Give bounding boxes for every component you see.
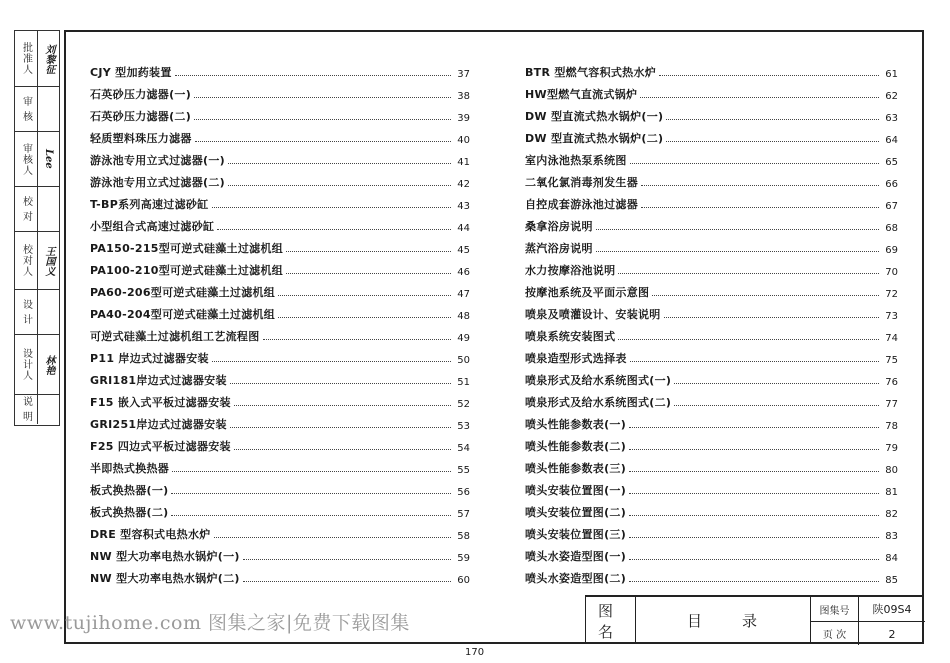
toc-entry-page: 39 [457, 113, 470, 124]
toc-entry-title: 小型组合式高速过滤砂缸 [90, 220, 215, 233]
strip-cell [15, 231, 59, 289]
toc-entry [525, 432, 898, 454]
toc-entry-title: PA100-210型可逆式硅藻土过滤机组 [90, 264, 284, 277]
toc-entry [525, 278, 898, 300]
toc-entry-page: 57 [457, 509, 470, 520]
toc-entry [525, 80, 898, 102]
signature: Lee [37, 132, 59, 186]
toc-entry-page: 72 [885, 289, 898, 300]
toc-entry-title: GRI251岸边式过滤器安装 [90, 418, 227, 431]
toc-entry-page: 46 [457, 267, 470, 278]
signature: 林艳 [37, 335, 59, 394]
toc-entry [90, 388, 470, 410]
atlas-number: 陕09S4 [872, 603, 912, 616]
toc-entry-title: T-BP系列高速过滤砂缸 [90, 198, 209, 211]
dot-leader [195, 141, 451, 142]
toc-entry-page: 81 [885, 487, 898, 498]
toc-entry [525, 168, 898, 190]
toc-entry [90, 80, 470, 102]
toc-entry-page: 40 [457, 135, 470, 146]
dot-leader [640, 97, 879, 98]
toc-entry-page: 62 [885, 91, 898, 102]
toc-entry [525, 190, 898, 212]
toc-entry-page: 74 [885, 333, 898, 344]
toc-left-column [90, 58, 470, 586]
toc-entry-page: 54 [457, 443, 470, 454]
signature-strip [14, 30, 60, 426]
toc-entry-page: 42 [457, 179, 470, 190]
strip-cell [15, 31, 59, 86]
toc-entry-title: 板式换热器(一) [90, 484, 169, 497]
toc-entry-title: 喷头水姿造型图(一) [525, 550, 627, 563]
toc-entry [90, 124, 470, 146]
toc-entry-title: 喷头安装位置图(三) [525, 528, 627, 541]
toc-entry-title: 蒸汽浴房说明 [525, 242, 593, 255]
toc-entry [90, 212, 470, 234]
page-number: 170 [465, 647, 485, 658]
toc-entry-title: 喷头性能参数表(一) [525, 418, 627, 431]
toc-entry-page: 73 [885, 311, 898, 322]
signature: 王国义 [37, 232, 59, 289]
page-label: 页 次 [811, 621, 859, 645]
toc-entry-page: 85 [885, 575, 898, 586]
signature [37, 290, 59, 334]
toc-entry-page: 69 [885, 245, 898, 256]
toc-entry-page: 67 [885, 201, 898, 212]
toc-entry [90, 102, 470, 124]
toc-entry-page: 63 [885, 113, 898, 124]
toc-entry-title: P11 岸边式过滤器安装 [90, 352, 209, 365]
strip-label: 批准人 [20, 42, 32, 75]
title-block [585, 595, 924, 644]
toc-entry-page: 66 [885, 179, 898, 190]
signature [37, 187, 59, 231]
toc-entry [525, 146, 898, 168]
toc-entry [525, 542, 898, 564]
dot-leader [194, 97, 451, 98]
toc-entry-title: 游泳池专用立式过滤器(二) [90, 176, 225, 189]
toc-entry-page: 64 [885, 135, 898, 146]
strip-label: 校对人 [20, 244, 32, 277]
dot-leader [629, 559, 879, 560]
toc-entry [90, 256, 470, 278]
toc-entry-title: BTR 型燃气容积式热水炉 [525, 66, 657, 79]
toc-entry [525, 476, 898, 498]
toc-entry-title: 板式换热器(二) [90, 506, 169, 519]
toc-entry-page: 59 [457, 553, 470, 564]
dot-leader [664, 317, 879, 318]
toc-entry-page: 79 [885, 443, 898, 454]
toc-entry [90, 366, 470, 388]
toc-entry-title: 自控成套游泳池过滤器 [525, 198, 638, 211]
toc-entry [90, 58, 470, 80]
toc-entry-title: 喷泉形式及给水系统图式(二) [525, 396, 672, 409]
toc-entry [90, 146, 470, 168]
dot-leader [230, 427, 451, 428]
toc-entry-page: 76 [885, 377, 898, 388]
toc-entry [525, 344, 898, 366]
toc-entry-title: PA40-204型可逆式硅藻土过滤机组 [90, 308, 276, 321]
toc-entry [525, 388, 898, 410]
toc-entry-page: 70 [885, 267, 898, 278]
toc-entry-page: 50 [457, 355, 470, 366]
dot-leader [652, 295, 879, 296]
toc-entry [90, 234, 470, 256]
dot-leader [630, 361, 879, 362]
strip-label: 审 核 [20, 95, 32, 123]
toc-entry-title: 按摩池系统及平面示意图 [525, 286, 650, 299]
toc-entry [525, 212, 898, 234]
strip-cell [15, 334, 59, 394]
dot-leader [171, 493, 451, 494]
dot-leader [666, 119, 879, 120]
toc-entry [90, 278, 470, 300]
toc-entry-page: 44 [457, 223, 470, 234]
toc-entry-page: 58 [457, 531, 470, 542]
strip-label: 审核人 [20, 142, 32, 176]
dot-leader [286, 273, 451, 274]
toc-entry [90, 300, 470, 322]
toc-entry-title: 喷头安装位置图(一) [525, 484, 627, 497]
toc-entry-title: DRE 型容积式电热水炉 [90, 528, 211, 541]
toc-entry-title: 轻质塑料珠压力滤器 [90, 132, 192, 145]
toc-entry-page: 60 [457, 575, 470, 586]
signature: 刘黎征 [37, 31, 59, 86]
toc-entry-page: 47 [457, 289, 470, 300]
dot-leader [286, 251, 451, 252]
dot-leader [629, 515, 879, 516]
toc-entry [525, 366, 898, 388]
dot-leader [228, 185, 451, 186]
dot-leader [641, 185, 879, 186]
toc-entry [90, 454, 470, 476]
toc-entry-title: F25 四边式平板过滤器安装 [90, 440, 231, 453]
toc-entry-page: 77 [885, 399, 898, 410]
toc-entry-title: 游泳池专用立式过滤器(一) [90, 154, 225, 167]
toc-entry-page: 48 [457, 311, 470, 322]
toc-entry [525, 454, 898, 476]
toc-entry-page: 37 [457, 69, 470, 80]
toc-entry-page: 51 [457, 377, 470, 388]
toc-entry-title: 半即热式换热器 [90, 462, 170, 475]
watermark: www.tujihome.com 图集之家|免费下载图集 [10, 612, 410, 634]
toc-entry-page: 41 [457, 157, 470, 168]
dot-leader [596, 251, 879, 252]
dot-leader [194, 119, 451, 120]
toc-entry [90, 476, 470, 498]
dot-leader [674, 405, 879, 406]
dot-leader [263, 339, 452, 340]
toc-entry [90, 410, 470, 432]
toc-entry [525, 410, 898, 432]
dot-leader [214, 537, 451, 538]
toc-entry-title: 喷头安装位置图(二) [525, 506, 627, 519]
toc-entry [525, 498, 898, 520]
toc-entry-page: 84 [885, 553, 898, 564]
atlas-number-label: 图集号 [811, 597, 859, 621]
toc-entry [525, 124, 898, 146]
toc-entry [90, 168, 470, 190]
toc-entry-page: 49 [457, 333, 470, 344]
toc-entry-title: HW型燃气直流式锅炉 [525, 88, 638, 101]
dot-leader [596, 229, 879, 230]
toc-entry [90, 322, 470, 344]
toc-entry-title: CJY 型加药装置 [90, 66, 172, 79]
toc-entry-title: DW 型直流式热水锅炉(二) [525, 132, 664, 145]
dot-leader [629, 493, 879, 494]
toc-entry-title: 喷泉形式及给水系统图式(一) [525, 374, 672, 387]
toc-entry [525, 322, 898, 344]
toc-entry-title: GRI181岸边式过滤器安装 [90, 374, 227, 387]
toc-entry [90, 498, 470, 520]
toc-entry-title: NW 型大功率电热水锅炉(一) [90, 550, 240, 563]
toc-entry-title: 喷泉造型形式选择表 [525, 352, 627, 365]
title-block-label: 图名 [586, 597, 636, 644]
dot-leader [212, 361, 451, 362]
toc-entry-title: PA150-215型可逆式硅藻土过滤机组 [90, 242, 284, 255]
dot-leader [659, 75, 879, 76]
dot-leader [230, 383, 451, 384]
dot-leader [234, 405, 451, 406]
toc-entry [525, 564, 898, 586]
strip-label: 设计人 [20, 348, 32, 381]
toc-entry-title: 室内泳池热泵系统图 [525, 154, 627, 167]
dot-leader [629, 581, 879, 582]
dot-leader [217, 229, 451, 230]
dot-leader [171, 515, 451, 516]
toc-entry-title: 可逆式硅藻土过滤机组工艺流程图 [90, 330, 260, 343]
toc-entry-page: 53 [457, 421, 470, 432]
strip-cell [15, 289, 59, 334]
toc-entry-title: 喷头水姿造型图(二) [525, 572, 627, 585]
dot-leader [618, 339, 879, 340]
toc-entry-page: 55 [457, 465, 470, 476]
dot-leader [629, 449, 879, 450]
dot-leader [641, 207, 879, 208]
strip-cell [15, 86, 59, 131]
toc-entry [90, 190, 470, 212]
dot-leader [674, 383, 879, 384]
toc-entry-title: 喷泉及喷灌设计、安装说明 [525, 308, 661, 321]
strip-cell [15, 394, 59, 424]
strip-cell [15, 131, 59, 186]
toc-entry [525, 58, 898, 80]
dot-leader [278, 317, 451, 318]
toc-entry [525, 102, 898, 124]
dot-leader [228, 163, 451, 164]
dot-leader [630, 163, 879, 164]
toc-entry-title: 喷头性能参数表(二) [525, 440, 627, 453]
toc-entry-page: 68 [885, 223, 898, 234]
signature [37, 395, 59, 424]
dot-leader [666, 141, 879, 142]
toc-entry [525, 256, 898, 278]
toc-entry-page: 52 [457, 399, 470, 410]
dot-leader [243, 581, 451, 582]
toc-entry [525, 300, 898, 322]
toc-entry [90, 344, 470, 366]
toc-entry-title: 二氧化氯消毒剂发生器 [525, 176, 638, 189]
strip-label: 说 明 [20, 396, 32, 423]
dot-leader [212, 207, 452, 208]
toc-entry-title: NW 型大功率电热水锅炉(二) [90, 572, 240, 585]
toc-entry-title: 喷头性能参数表(三) [525, 462, 627, 475]
toc-entry-page: 78 [885, 421, 898, 432]
toc-entry-page: 65 [885, 157, 898, 168]
toc-entry-page: 61 [885, 69, 898, 80]
toc-entry-page: 56 [457, 487, 470, 498]
toc-entry-title: 桑拿浴房说明 [525, 220, 593, 233]
page-value: 2 [859, 621, 925, 646]
dot-leader [175, 75, 451, 76]
toc-entry [90, 432, 470, 454]
toc-entry-page: 43 [457, 201, 470, 212]
dot-leader [629, 427, 879, 428]
toc-entry-page: 82 [885, 509, 898, 520]
dot-leader [172, 471, 451, 472]
dot-leader [243, 559, 451, 560]
toc-entry-title: F15 嵌入式平板过滤器安装 [90, 396, 231, 409]
dot-leader [629, 471, 879, 472]
toc-entry [90, 564, 470, 586]
dot-leader [618, 273, 879, 274]
dot-leader [234, 449, 451, 450]
dot-leader [629, 537, 879, 538]
toc-entry-page: 80 [885, 465, 898, 476]
toc-entry-page: 38 [457, 91, 470, 102]
toc-entry-title: DW 型直流式热水锅炉(一) [525, 110, 664, 123]
signature [37, 87, 59, 131]
strip-label: 设 计 [20, 298, 32, 326]
toc-entry [525, 520, 898, 542]
toc-entry-title: 石英砂压力滤器(二) [90, 110, 192, 123]
dot-leader [278, 295, 451, 296]
toc-entry-page: 75 [885, 355, 898, 366]
toc-entry [90, 520, 470, 542]
toc-entry-title: 喷泉系统安装图式 [525, 330, 616, 343]
strip-label: 校 对 [20, 195, 32, 223]
toc-entry [90, 542, 470, 564]
toc-entry-title: 水力按摩浴池说明 [525, 264, 616, 277]
toc-entry [525, 234, 898, 256]
drawing-title: 目录 [636, 597, 811, 644]
toc-entry-page: 45 [457, 245, 470, 256]
toc-entry-page: 83 [885, 531, 898, 542]
strip-cell [15, 186, 59, 231]
toc-right-column [525, 58, 898, 586]
toc-entry-title: PA60-206型可逆式硅藻土过滤机组 [90, 286, 276, 299]
toc-entry-title: 石英砂压力滤器(一) [90, 88, 192, 101]
